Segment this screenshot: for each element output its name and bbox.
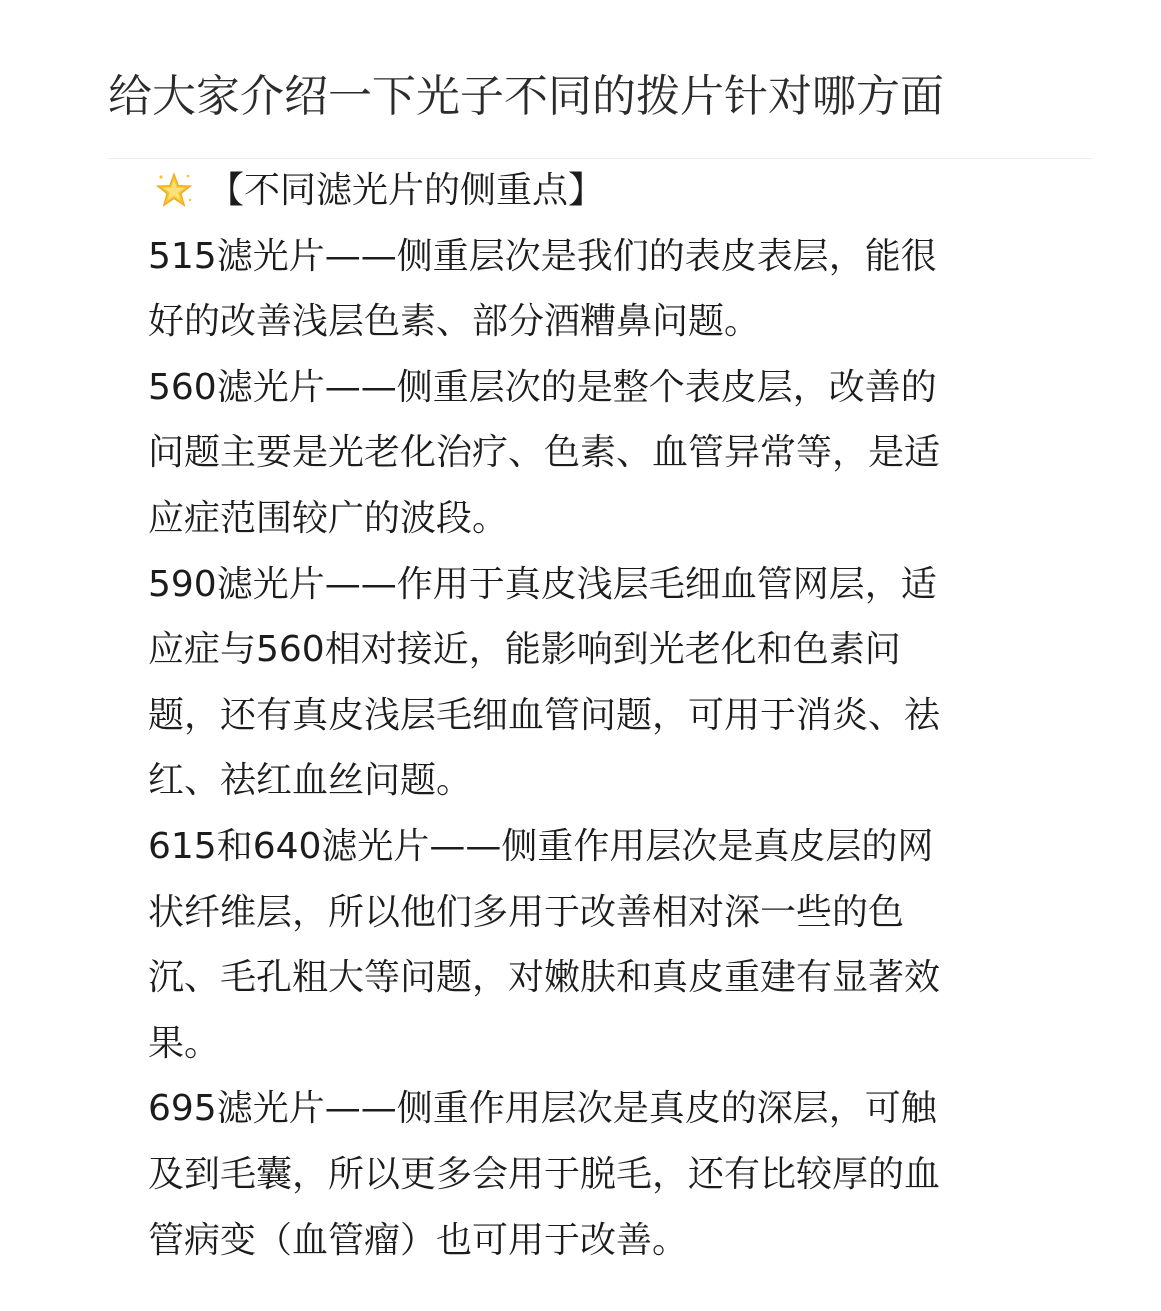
body-line: 问题主要是光老化治疗、色素、血管异常等，是适 xyxy=(148,432,941,474)
body-line: 应症与560相对接近，能影响到光老化和色素问 xyxy=(148,629,901,671)
body-line: 及到毛囊，所以更多会用于脱毛，还有比较厚的血 xyxy=(148,1153,941,1195)
body-line: 560滤光片——侧重层次的是整个表皮层，改善的 xyxy=(148,366,937,408)
body-line: 果。 xyxy=(148,1022,221,1064)
section-heading-text: 【不同滤光片的侧重点】 xyxy=(208,170,605,211)
body-line: 695滤光片——侧重作用层次是真皮的深层，可触 xyxy=(148,1088,937,1130)
body-line: 515滤光片——侧重层次是我们的表皮表层，能很 xyxy=(148,235,937,277)
body-line: 管病变（血管瘤）也可用于改善。 xyxy=(148,1219,689,1261)
section-heading xyxy=(148,158,1048,224)
body-line: 应症范围较广的波段。 xyxy=(148,497,509,539)
body-line: 沉、毛孔粗大等问题，对嫩肤和真皮重建有显著效 xyxy=(148,957,941,999)
body-line: 红、祛红血丝问题。 xyxy=(148,760,473,802)
post-body xyxy=(148,158,1048,1273)
body-line: 状纤维层，所以他们多用于改善相对深一些的色 xyxy=(148,891,905,933)
glowing-star-icon xyxy=(154,171,194,211)
body-line: 615和640滤光片——侧重作用层次是真皮层的网 xyxy=(148,825,934,867)
body-line: 题，还有真皮浅层毛细血管问题，可用于消炎、祛 xyxy=(148,694,941,736)
body-line: 590滤光片——作用于真皮浅层毛细血管网层，适 xyxy=(148,563,937,605)
body-line: 好的改善浅层色素、部分酒糟鼻问题。 xyxy=(148,301,761,343)
post-title: 给大家介绍一下光子不同的拨片针对哪方面 xyxy=(108,71,944,122)
